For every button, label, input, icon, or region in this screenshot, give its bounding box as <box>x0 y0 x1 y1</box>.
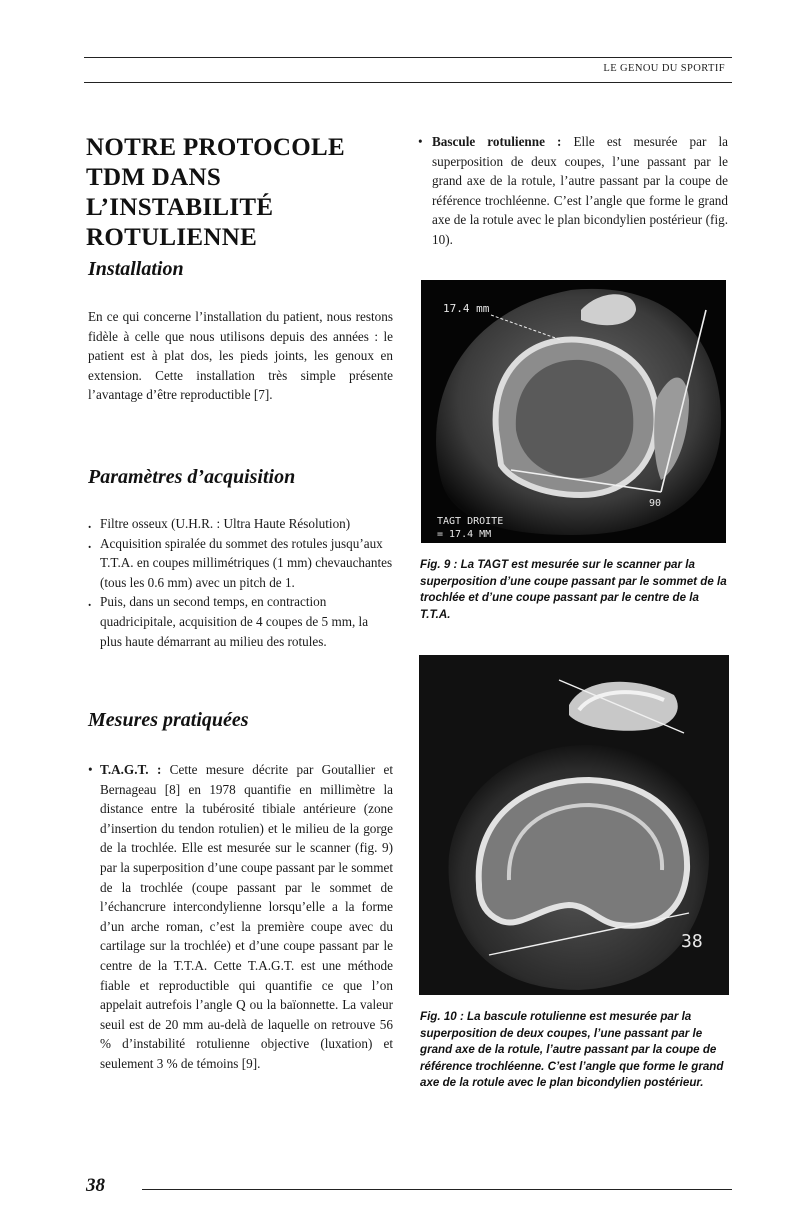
bullet-marker: • <box>418 134 423 149</box>
bascule-text: Elle est mesurée par la superposition de deux coupes, l’une passant par le grand axe de la rotule, l’autre passant par la coupe de référence trochléenne. C’est l’angle que forme le grand axe de la rotule avec le plan bicondylien postérieur (fig. 10). <box>432 134 728 247</box>
list-item-text: Acquisition spiralée du sommet des rotules jusqu’aux T.T.A. en coupes millimétriques (1 mm) chevauchantes (tous les 0.6 mm) avec un pitch de 1. <box>100 535 393 590</box>
heading-mesures: Mesures pratiquées <box>88 709 249 731</box>
fig9-label-bottom-2: = 17.4 MM <box>437 529 492 540</box>
list-item-text: Puis, dans un second temps, en contraction quadricipitale, acquisition de 4 coupes de 5 mm, la plus haute démarrant au milieu des rotules. <box>100 594 369 649</box>
heading-installation: Installation <box>88 258 184 280</box>
header-rule-bottom <box>84 82 732 83</box>
fig10-label-angle: 38 <box>681 931 703 952</box>
footer-rule <box>142 1189 732 1190</box>
list-item <box>88 534 393 593</box>
list-item-text: Filtre osseux (U.H.R. : Ultra Haute Résolution) <box>100 516 351 531</box>
fig9-label-top: 17.4 mm <box>443 302 490 315</box>
ct-scan-image <box>419 655 729 995</box>
list-item <box>88 514 393 534</box>
figure-9-ct-scan <box>421 280 726 543</box>
fig9-label-bottom-1: TAGT DROITE <box>437 516 504 527</box>
header-rule-top <box>84 57 732 58</box>
page-number: 38 <box>86 1175 105 1196</box>
list-marker: . <box>88 535 92 551</box>
list-item <box>88 760 393 1074</box>
mesures-list <box>88 760 393 1074</box>
figure-10-caption: Fig. 10 : La bascule rotulienne est mesurée par la superposition de deux coupes, l’une passant par le grand axe de la rotule, l’autre passant par la coupe de référence trochléenne. C’est l’angle que forme le grand axe de la rotule avec le plan bicondylien postérieur. <box>420 1010 724 1090</box>
ct-scan-image <box>421 280 726 543</box>
running-head: LE GENOU DU SPORTIF <box>603 63 725 74</box>
figure-9-caption: Fig. 9 : La TAGT est mesurée sur le scanner par la superposition d’une coupe passant par le sommet de la trochlée et d’une coupe passant par le centre de la T.T.A. <box>420 558 727 621</box>
acquisition-list <box>88 514 393 651</box>
fig9-label-angle: 90 <box>649 498 662 509</box>
heading-acquisition: Paramètres d’acquisition <box>88 466 296 488</box>
list-item <box>88 592 393 651</box>
installation-paragraph: En ce qui concerne l’installation du patient, nous restons fidèle à celle que nous utilisons depuis des années : le patient est à plat dos, les pieds joints, les genoux en extension. Cette installation très simple présente l’avantage d’être reproductible [7]. <box>88 309 393 403</box>
list-marker: . <box>88 594 92 610</box>
term-bascule: Bascule rotulienne : <box>432 134 562 149</box>
page-title: NOTRE PROTOCOLE TDM DANS L’INSTABILITÉ ROTULIENNE <box>86 134 345 251</box>
figure-10-ct-scan <box>419 655 729 995</box>
bullet-marker: • <box>88 762 93 777</box>
bascule-list <box>418 132 728 250</box>
list-item <box>418 132 728 250</box>
tagt-text: Cette mesure décrite par Goutallier et Bernageau [8] en 1978 quantifie en millimètre la distance entre la tubérosité tibiale antérieure (zone d’insertion du tendon rotulien) et le milieu de la gorge de la trochlée. Elle est mesurée sur le scanner (fig. 9) par la superposition d’une coupe passant par le sommet de la trochlée (coupe passant par le sommet de l’échancrure intercondylienne lorsqu’elle a la forme d’un arche roman, c’est la première coupe avec du cartilage sur la trochlée) et d’une coupe passant par le centre de la T.T.A. Cette T.A.G.T. est une méthode fiable et reproductible qui quantifie ce que l’on appelait autrefois l’angle Q ou la baïonnette. La valeur seuil est de 20 mm au-delà de laquelle on retrouve 56 % d’instabilité rotulienne objective (luxation) et seulement 3 % de témoins [9]. <box>100 762 393 1071</box>
term-tagt: T.A.G.T. : <box>100 762 162 777</box>
list-marker: . <box>88 516 92 531</box>
